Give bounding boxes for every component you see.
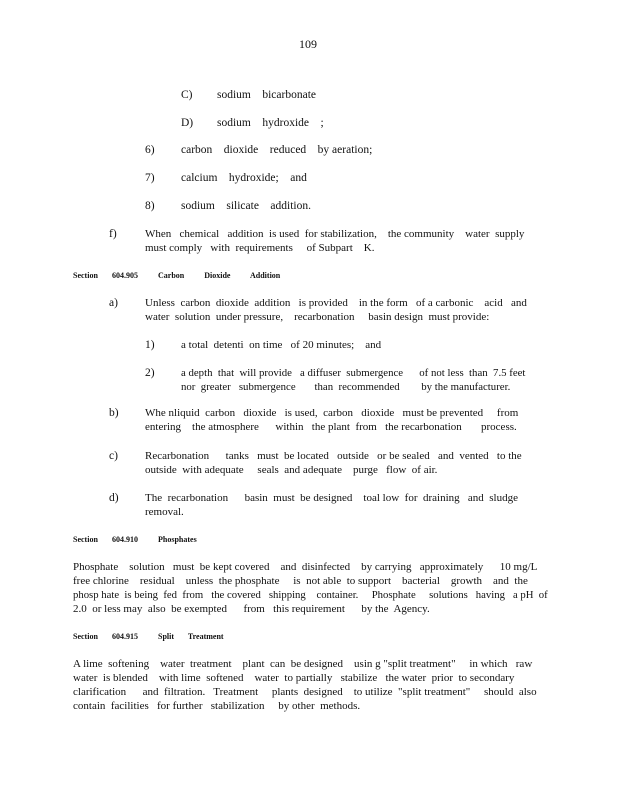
item-c-line2: outside with adequate seals and adequate purge flow of air. [145,464,438,476]
para-910-line3: phosp hate is being fed from the covered shipping container. Phosphate solutions having a pH of [73,589,548,601]
section-910-title: Phosphates [158,535,197,544]
item-a-line2: water solution under pressure, recarbonation basin design must provide: [145,311,490,323]
section-910-number: 604.910 [112,535,138,544]
item-a-line1: Unless carbon dioxide addition is provided in the form of a carbonic acid and [145,297,527,309]
item-a-sub2-label: 2) [145,367,155,379]
item-a-sub1-text: a total detenti on time of 20 minutes; and [181,339,382,351]
item-6-label: 6) [145,144,155,156]
para-915-line1: A lime softening water treatment plant can be designed usin g "split treatment" in which raw [73,658,533,670]
para-910-line2: free chlorine residual unless the phosphate is not able to support bacterial growth and the [73,575,528,587]
page-number: 109 [299,37,317,51]
item-8-label: 8) [145,200,155,212]
para-915-line2: water is blended with lime softened water to partially stabilize the water prior to secondary [73,672,515,684]
para-915-line3: clarification and filtration. Treatment plants designed to utilize "split treatment" should also [73,686,537,698]
item-8-text: sodium silicate addition. [181,200,311,212]
item-d-label: d) [109,492,119,504]
item-b-label: b) [109,407,119,419]
section-915-number: 604.915 [112,632,138,641]
list-label-d: D) [181,117,194,129]
item-f-line1: When chemical addition is used for stabilization, the community water supply [145,228,525,240]
para-915-line4: contain facilities for further stabilization by other methods. [73,700,361,712]
section-915-title: Split Treatment [158,632,224,641]
section-905-number: 604.905 [112,271,138,280]
item-b-line2: entering the atmosphere within the plant from the recarbonation process. [145,421,517,433]
para-910-line4: 2.0 or less may also be exempted from this requirement by the Agency. [73,603,430,615]
item-c-line1: Recarbonation tanks must be located outside or be sealed and vented to the [145,450,522,462]
item-b-line1: Whe nliquid carbon dioxide is used, carbon dioxide must be prevented from [145,407,519,419]
item-7-text: calcium hydroxide; and [181,172,307,184]
section-905-title: Carbon Dioxide Addition [158,271,281,280]
list-label-c: C) [181,89,193,101]
item-a-label: a) [109,297,118,309]
item-6-text: carbon dioxide reduced by aeration; [181,144,373,156]
item-d-line1: The recarbonation basin must be designed toal low for draining and sludge [145,492,518,504]
item-f-line2: must comply with requirements of Subpart K. [145,242,375,254]
para-910-line1: Phosphate solution must be kept covered and disinfected by carrying approximately 10 mg/L [73,561,538,573]
list-text-c: sodium bicarbonate [217,89,317,101]
list-text-d: sodium hydroxide ; [217,117,324,129]
item-c-label: c) [109,450,118,462]
section-905-word: Section [73,271,98,280]
item-7-label: 7) [145,172,155,184]
item-a-sub2-line1: a depth that will provide a diffuser submergence of not less than 7.5 feet [181,367,526,379]
item-a-sub1-label: 1) [145,339,155,351]
section-915-word: Section [73,632,98,641]
item-a-sub2-line2: nor greater submergence than recommended by the manufacturer. [181,381,511,393]
item-f-label: f) [109,228,117,240]
section-910-word: Section [73,535,98,544]
item-d-line2: removal. [145,506,184,518]
